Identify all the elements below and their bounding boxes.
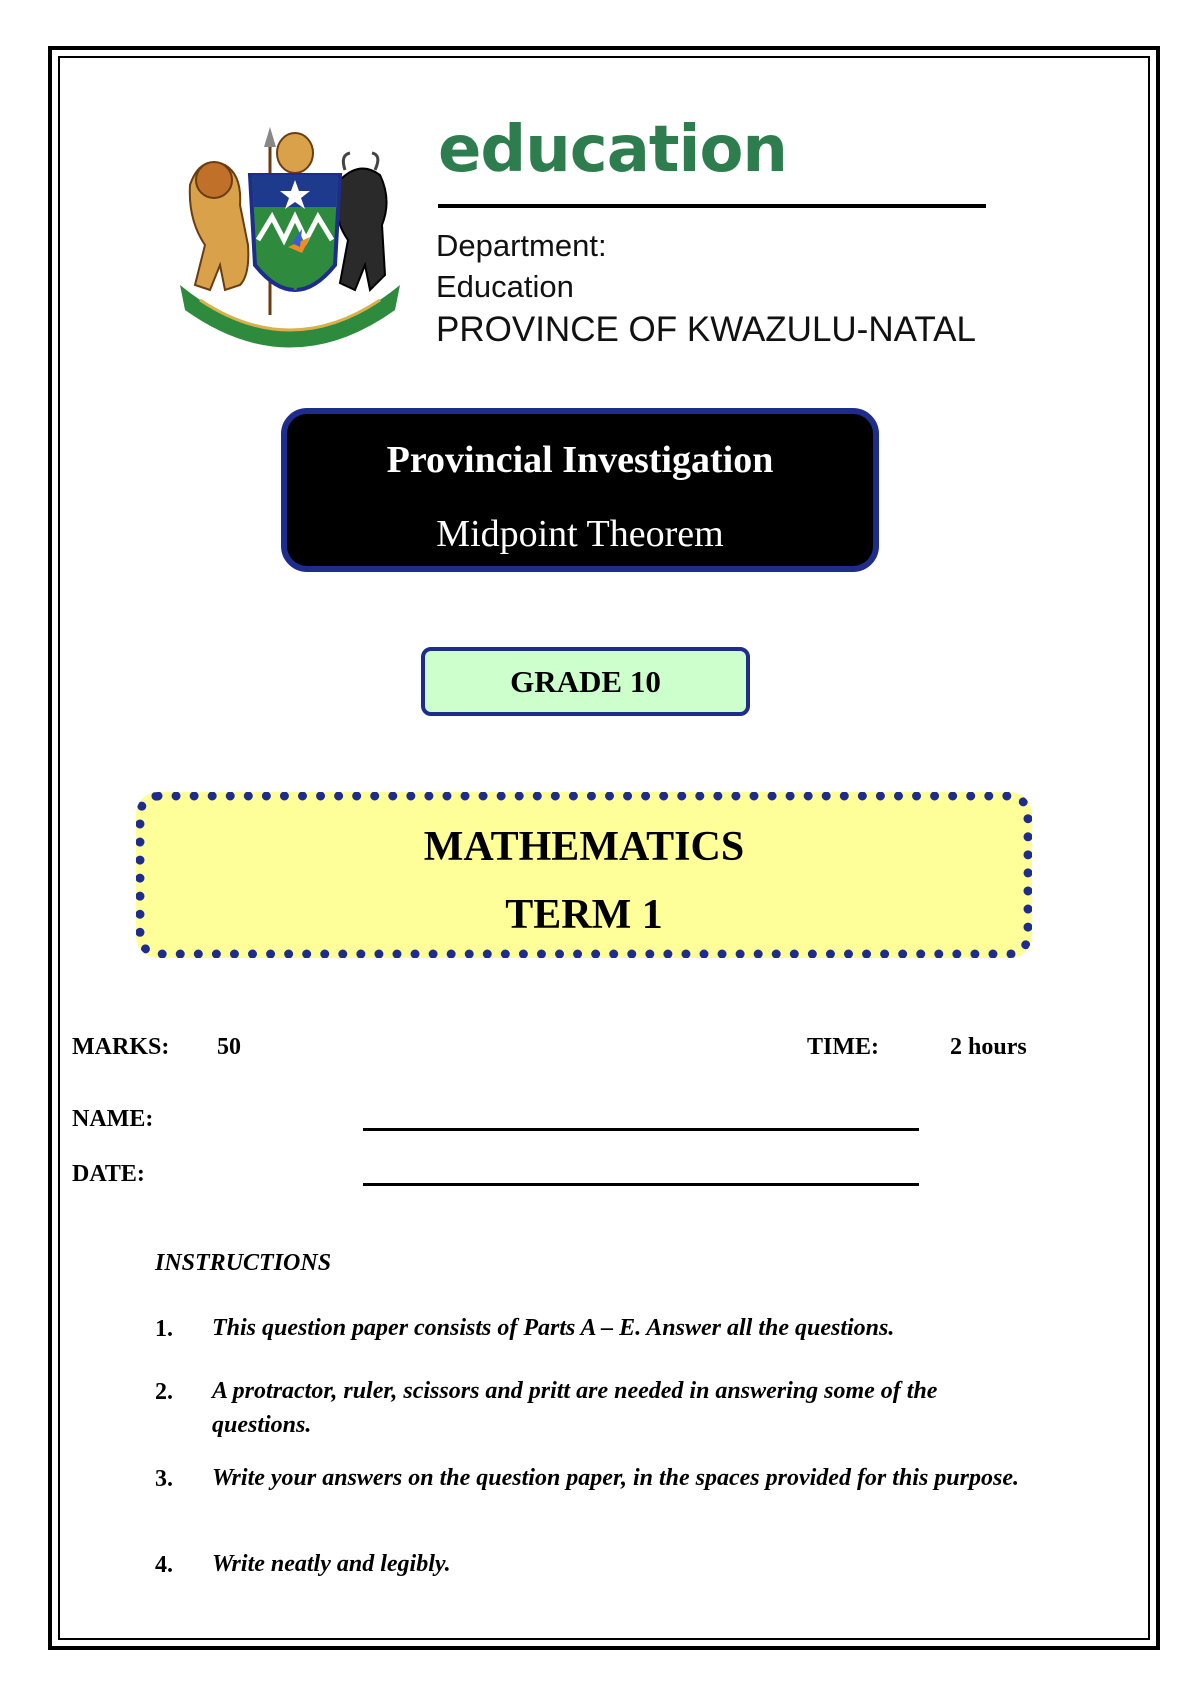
- date-label: DATE:: [72, 1161, 145, 1187]
- time-label: TIME:: [807, 1034, 879, 1060]
- instruction-text: Write neatly and legibly.: [212, 1551, 451, 1577]
- marks-value: 50: [217, 1034, 241, 1060]
- term-label: TERM 1: [505, 892, 663, 938]
- title-box: [281, 408, 879, 572]
- instruction-text: A protractor, ruler, scissors and pritt are needed in answering some of the questions.: [212, 1378, 938, 1438]
- document-subtitle: Midpoint Theorem: [436, 513, 724, 555]
- brand-divider: [438, 204, 986, 208]
- instruction-number: 4.: [155, 1552, 173, 1578]
- name-label: NAME:: [72, 1106, 154, 1132]
- instruction-number: 3.: [155, 1466, 173, 1492]
- time-value: 2 hours: [950, 1034, 1027, 1060]
- department-name: Education: [436, 269, 574, 304]
- province-name: PROVINCE OF KWAZULU-NATAL: [436, 310, 976, 349]
- brand-wordmark: education: [438, 113, 787, 187]
- name-field[interactable]: [363, 1128, 919, 1131]
- instruction-number: 1.: [155, 1316, 173, 1342]
- instructions-heading: INSTRUCTIONS: [155, 1250, 332, 1276]
- coat-of-arms-icon: [170, 125, 410, 365]
- date-field[interactable]: [363, 1183, 919, 1186]
- grade-badge: GRADE 10: [421, 647, 750, 716]
- marks-label: MARKS:: [72, 1034, 170, 1060]
- subject-name: MATHEMATICS: [423, 824, 745, 870]
- instruction-number: 2.: [155, 1379, 173, 1405]
- department-label: Department:: [436, 228, 607, 263]
- document-title: Provincial Investigation: [386, 439, 774, 481]
- instruction-text: Write your answers on the question paper, in the spaces provided for this purpose.: [212, 1465, 1019, 1491]
- subject-box: [136, 792, 1032, 958]
- instruction-text: This question paper consists of Parts A – E. Answer all the questions.: [212, 1315, 895, 1341]
